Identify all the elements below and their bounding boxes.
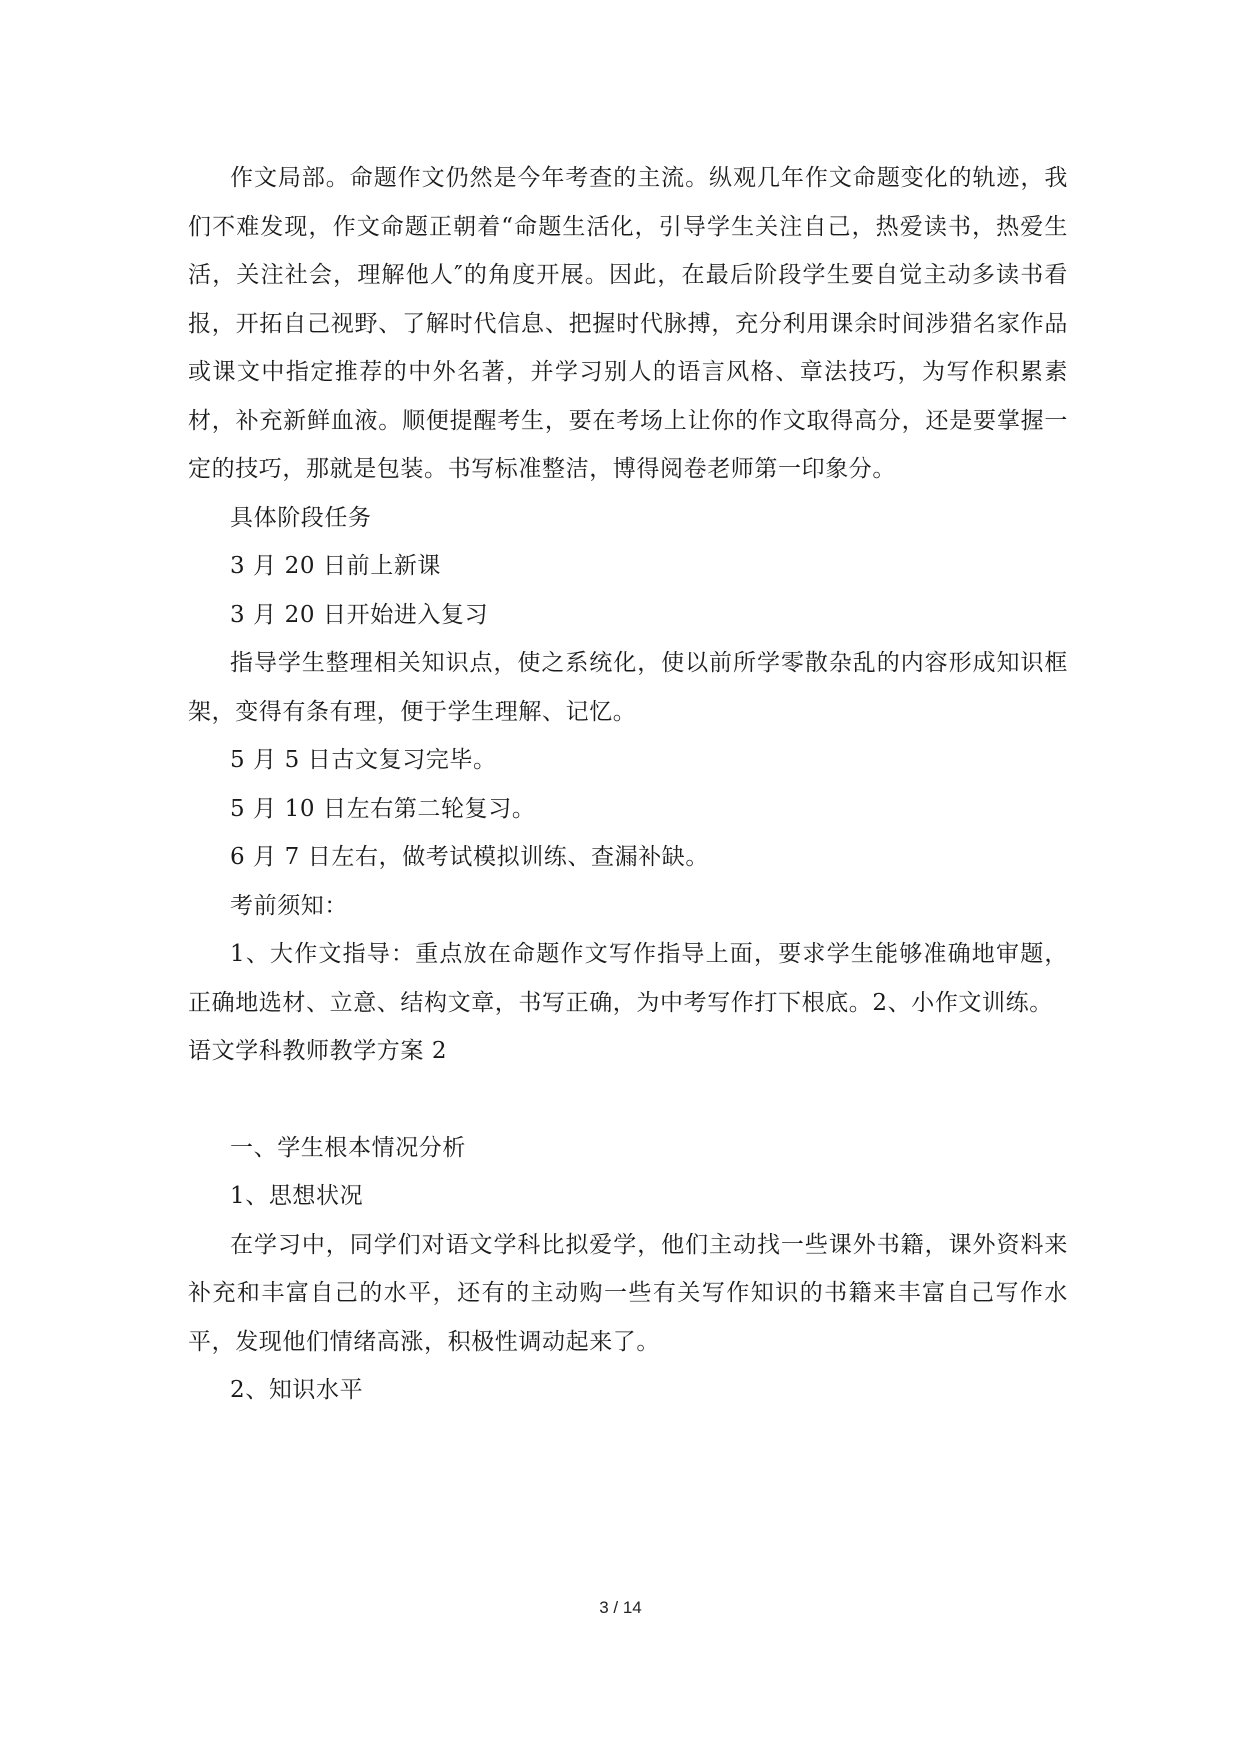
paragraph-new-lessons: 3 月 20 日前上新课: [230, 553, 442, 579]
paragraph-thinking-heading: 1、思想状况: [230, 1183, 364, 1209]
page-number: 3 / 14: [599, 1598, 642, 1617]
paragraph-exam-notes-heading: 考前须知：: [230, 892, 348, 919]
paragraph-thinking-body: 在学习中，同学们对语文学科比拟爱学，他们主动找一些课外书籍，课外资料来补充和丰富自己的水平，还有的主动购一些有关写作知识的书籍来丰富自己写作水平，发现他们情绪高涨，积极性调动起来了。: [188, 1231, 1068, 1355]
paragraph-knowledge-heading: 2、知识水平: [230, 1377, 364, 1403]
document-body: [188, 154, 1068, 1415]
paragraph-composition: 作文局部。命题作文仍然是今年考查的主流。纵观几年作文命题变化的轨迹，我们不难发现，作文命题正朝着“命题生活化，引导学生关注自己，热爱读书，热爱生活，关注社会，理解他人″的角度开展。因此，在最后阶段学生要自觉主动多读书看报，开拓自己视野、了解时代信息、把握时代脉搏，充分利用课余时间涉猎名家作品或课文中指定推荐的中外名著，并学习别人的语言风格、章法技巧，为写作积累素材，补充新鲜血液。顺便提醒考生，要在考场上让你的作文取得高分，还是要掌握一定的技巧，那就是包装。书写标准整洁，博得阅卷老师第一印象分。: [188, 165, 1068, 482]
paragraph-second-round: 5 月 10 日左右第二轮复习。: [230, 795, 536, 822]
paragraph-mock-exam: 6 月 7 日左右，做考试模拟训练、查漏补缺。: [230, 844, 709, 870]
paragraph-student-analysis-heading: 一、学生根本情况分析: [230, 1134, 466, 1161]
section-spacer: [188, 1076, 1068, 1124]
paragraph-classical-review: 5 月 5 日古文复习完毕。: [230, 747, 497, 773]
section-title: 语文学科教师教学方案 2: [188, 1038, 448, 1064]
paragraph-writing-guidance: 1、大作文指导：重点放在命题作文写作指导上面，要求学生能够准确地审题，正确地选材、立意、结构文章，书写正确，为中考写作打下根底。2、小作文训练。: [188, 941, 1068, 1016]
paragraph-review-start: 3 月 20 日开始进入复习: [230, 601, 489, 628]
paragraph-stage-tasks-heading: 具体阶段任务: [230, 504, 372, 531]
paragraph-knowledge-framework: 指导学生整理相关知识点，使之系统化，使以前所学零散杂乱的内容形成知识框架，变得有条有理，便于学生理解、记忆。: [188, 650, 1068, 725]
